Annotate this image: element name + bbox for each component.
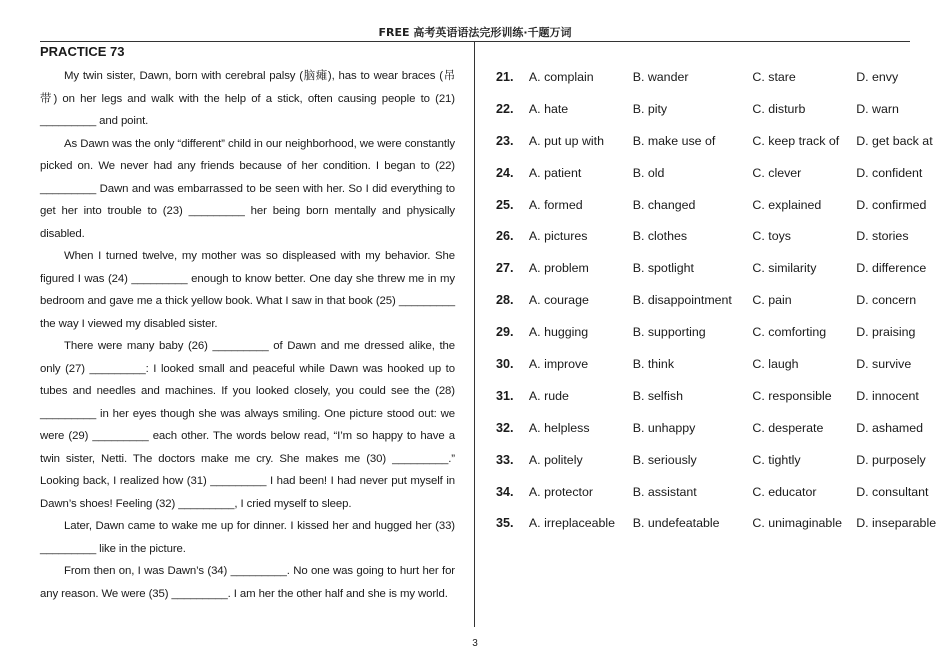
option-b: B. old bbox=[632, 165, 665, 180]
option-a: A. politely bbox=[528, 452, 583, 467]
question-row bbox=[496, 507, 946, 539]
passage-paragraph: Later, Dawn came to wake me up for dinner. I kissed her and hugged her (33) _________ like in the picture. bbox=[40, 520, 455, 555]
option-a: A. put up with bbox=[528, 133, 604, 148]
option-a: A. patient bbox=[528, 165, 582, 180]
option-c: C. responsible bbox=[752, 388, 832, 403]
passage-paragraph: As Dawn was the only “different” child in our neighborhood, we were constantly picked on. We never had any friends because of her condition. I began to (22) _________ Dawn and was embarrassed to be seen with her. So I did everything to get her into trouble to (23) _________ her being born mentally and physically disabled. bbox=[40, 137, 455, 240]
question-number: 25. bbox=[496, 197, 514, 212]
option-b: B. clothes bbox=[632, 229, 688, 244]
question-number: 31. bbox=[496, 388, 514, 403]
passage-paragraph: From then on, I was Dawn’s (34) _________. No one was going to hurt her for any reason. We were (35) _________. I am her the other half and she is my world. bbox=[40, 565, 455, 600]
option-c: C. stare bbox=[752, 69, 796, 84]
option-d: D. innocent bbox=[856, 388, 919, 403]
option-c: C. similarity bbox=[752, 261, 817, 276]
option-a: A. hugging bbox=[528, 325, 589, 340]
option-d: D. inseparable bbox=[856, 516, 937, 531]
question-row bbox=[496, 125, 946, 157]
question-number: 29. bbox=[496, 325, 514, 340]
practice-title: PRACTICE 73 bbox=[40, 44, 125, 59]
question-number: 23. bbox=[496, 133, 514, 148]
option-d: D. survive bbox=[856, 356, 912, 371]
option-a: A. improve bbox=[528, 356, 589, 371]
option-b: B. wander bbox=[632, 69, 689, 84]
question-row bbox=[496, 220, 946, 252]
option-b: B. think bbox=[632, 356, 675, 371]
question-row bbox=[496, 252, 946, 284]
option-b: B. supporting bbox=[632, 325, 706, 340]
option-b: B. make use of bbox=[632, 133, 716, 148]
question-number: 28. bbox=[496, 293, 514, 308]
page-number: 3 bbox=[472, 638, 478, 649]
option-a: A. pictures bbox=[528, 229, 588, 244]
option-a: A. helpless bbox=[528, 420, 590, 435]
option-b: B. unhappy bbox=[632, 420, 696, 435]
option-d: D. ashamed bbox=[856, 420, 923, 435]
option-d: D. confirmed bbox=[856, 197, 927, 212]
passage-paragraph: When I turned twelve, my mother was so displeased with my behavior. She figured I was (24) _________ enough to know better. One day she threw me in my bedroom and gave me a thick yellow book. What I saw in that book (25) _________ the way I viewed my disabled sister. bbox=[40, 250, 455, 330]
question-row bbox=[496, 476, 946, 508]
option-d: D. consultant bbox=[856, 484, 929, 499]
question-number: 33. bbox=[496, 452, 514, 467]
option-d: D. purposely bbox=[856, 452, 926, 467]
option-d: D. stories bbox=[856, 229, 909, 244]
option-d: D. difference bbox=[856, 261, 927, 276]
option-c: C. keep track of bbox=[752, 133, 840, 148]
options-column bbox=[496, 61, 946, 539]
option-b: B. changed bbox=[632, 197, 696, 212]
option-b: B. selfish bbox=[632, 388, 683, 403]
passage-paragraph: There were many baby (26) _________ of Dawn and me dressed alike, the only (27) _________: I looked small and peaceful while Dawn was hooked up to tubes and needles and machines. If you looked closely, you could see the (28) _________ in her eyes though she was always smiling. One picture stood out: we were (29) _________ each other. The words below read, “I’m so happy to have a twin sister, Netti. The doctors make me cry. She makes me (30) _________.” Looking back, I realized how (31) _________ I had been! I had never put myself in Dawn’s shoes! Feeling (32) _________, I cried myself to sleep. bbox=[40, 340, 455, 510]
question-row bbox=[496, 316, 946, 348]
question-row bbox=[496, 189, 946, 221]
question-number: 21. bbox=[496, 69, 514, 84]
option-a: A. problem bbox=[528, 261, 589, 276]
option-b: B. spotlight bbox=[632, 261, 694, 276]
option-c: C. unimaginable bbox=[752, 516, 842, 531]
question-number: 24. bbox=[496, 165, 514, 180]
question-row bbox=[496, 412, 946, 444]
passage-paragraph: My twin sister, Dawn, born with cerebral palsy (脑瘫), has to wear braces (吊带) on her legs and walk with the help of a stick, often causing people to (21) _________ and point. bbox=[40, 70, 455, 127]
option-c: C. toys bbox=[752, 229, 791, 244]
option-b: B. undefeatable bbox=[632, 516, 720, 531]
option-a: A. complain bbox=[528, 69, 594, 84]
option-d: D. concern bbox=[856, 293, 917, 308]
page-header: FREE 高考英语语法完形训练·千题万词 bbox=[378, 26, 572, 39]
option-c: C. explained bbox=[752, 197, 822, 212]
question-number: 32. bbox=[496, 420, 514, 435]
option-a: A. protector bbox=[528, 484, 593, 499]
question-row bbox=[496, 93, 946, 125]
question-number: 27. bbox=[496, 261, 514, 276]
question-row bbox=[496, 348, 946, 380]
column-divider bbox=[474, 42, 475, 627]
option-c: C. comforting bbox=[752, 325, 827, 340]
question-row bbox=[496, 380, 946, 412]
question-row bbox=[496, 61, 946, 93]
option-c: C. laugh bbox=[752, 356, 799, 371]
option-d: D. confident bbox=[856, 165, 923, 180]
passage-column bbox=[40, 43, 455, 605]
question-number: 22. bbox=[496, 101, 514, 116]
option-b: B. assistant bbox=[632, 484, 697, 499]
option-b: B. disappointment bbox=[632, 293, 732, 308]
question-number: 34. bbox=[496, 484, 514, 499]
question-row bbox=[496, 157, 946, 189]
option-c: C. educator bbox=[752, 484, 817, 499]
option-b: B. pity bbox=[632, 101, 668, 116]
question-number: 35. bbox=[496, 516, 514, 531]
option-c: C. clever bbox=[752, 165, 802, 180]
question-number: 30. bbox=[496, 356, 514, 371]
option-d: D. warn bbox=[856, 101, 899, 116]
option-a: A. rude bbox=[528, 388, 569, 403]
option-d: D. envy bbox=[856, 69, 899, 84]
option-b: B. seriously bbox=[632, 452, 697, 467]
option-d: D. praising bbox=[856, 325, 916, 340]
option-d: D. get back at bbox=[856, 133, 933, 148]
option-c: C. tightly bbox=[752, 452, 801, 467]
option-a: A. hate bbox=[528, 101, 569, 116]
option-c: C. desperate bbox=[752, 420, 824, 435]
option-c: C. pain bbox=[752, 293, 792, 308]
option-c: C. disturb bbox=[752, 101, 806, 116]
option-a: A. irreplaceable bbox=[528, 516, 616, 531]
question-row bbox=[496, 284, 946, 316]
question-row bbox=[496, 444, 946, 476]
option-a: A. formed bbox=[528, 197, 583, 212]
question-number: 26. bbox=[496, 229, 514, 244]
header-divider bbox=[40, 41, 910, 42]
option-a: A. courage bbox=[528, 293, 589, 308]
